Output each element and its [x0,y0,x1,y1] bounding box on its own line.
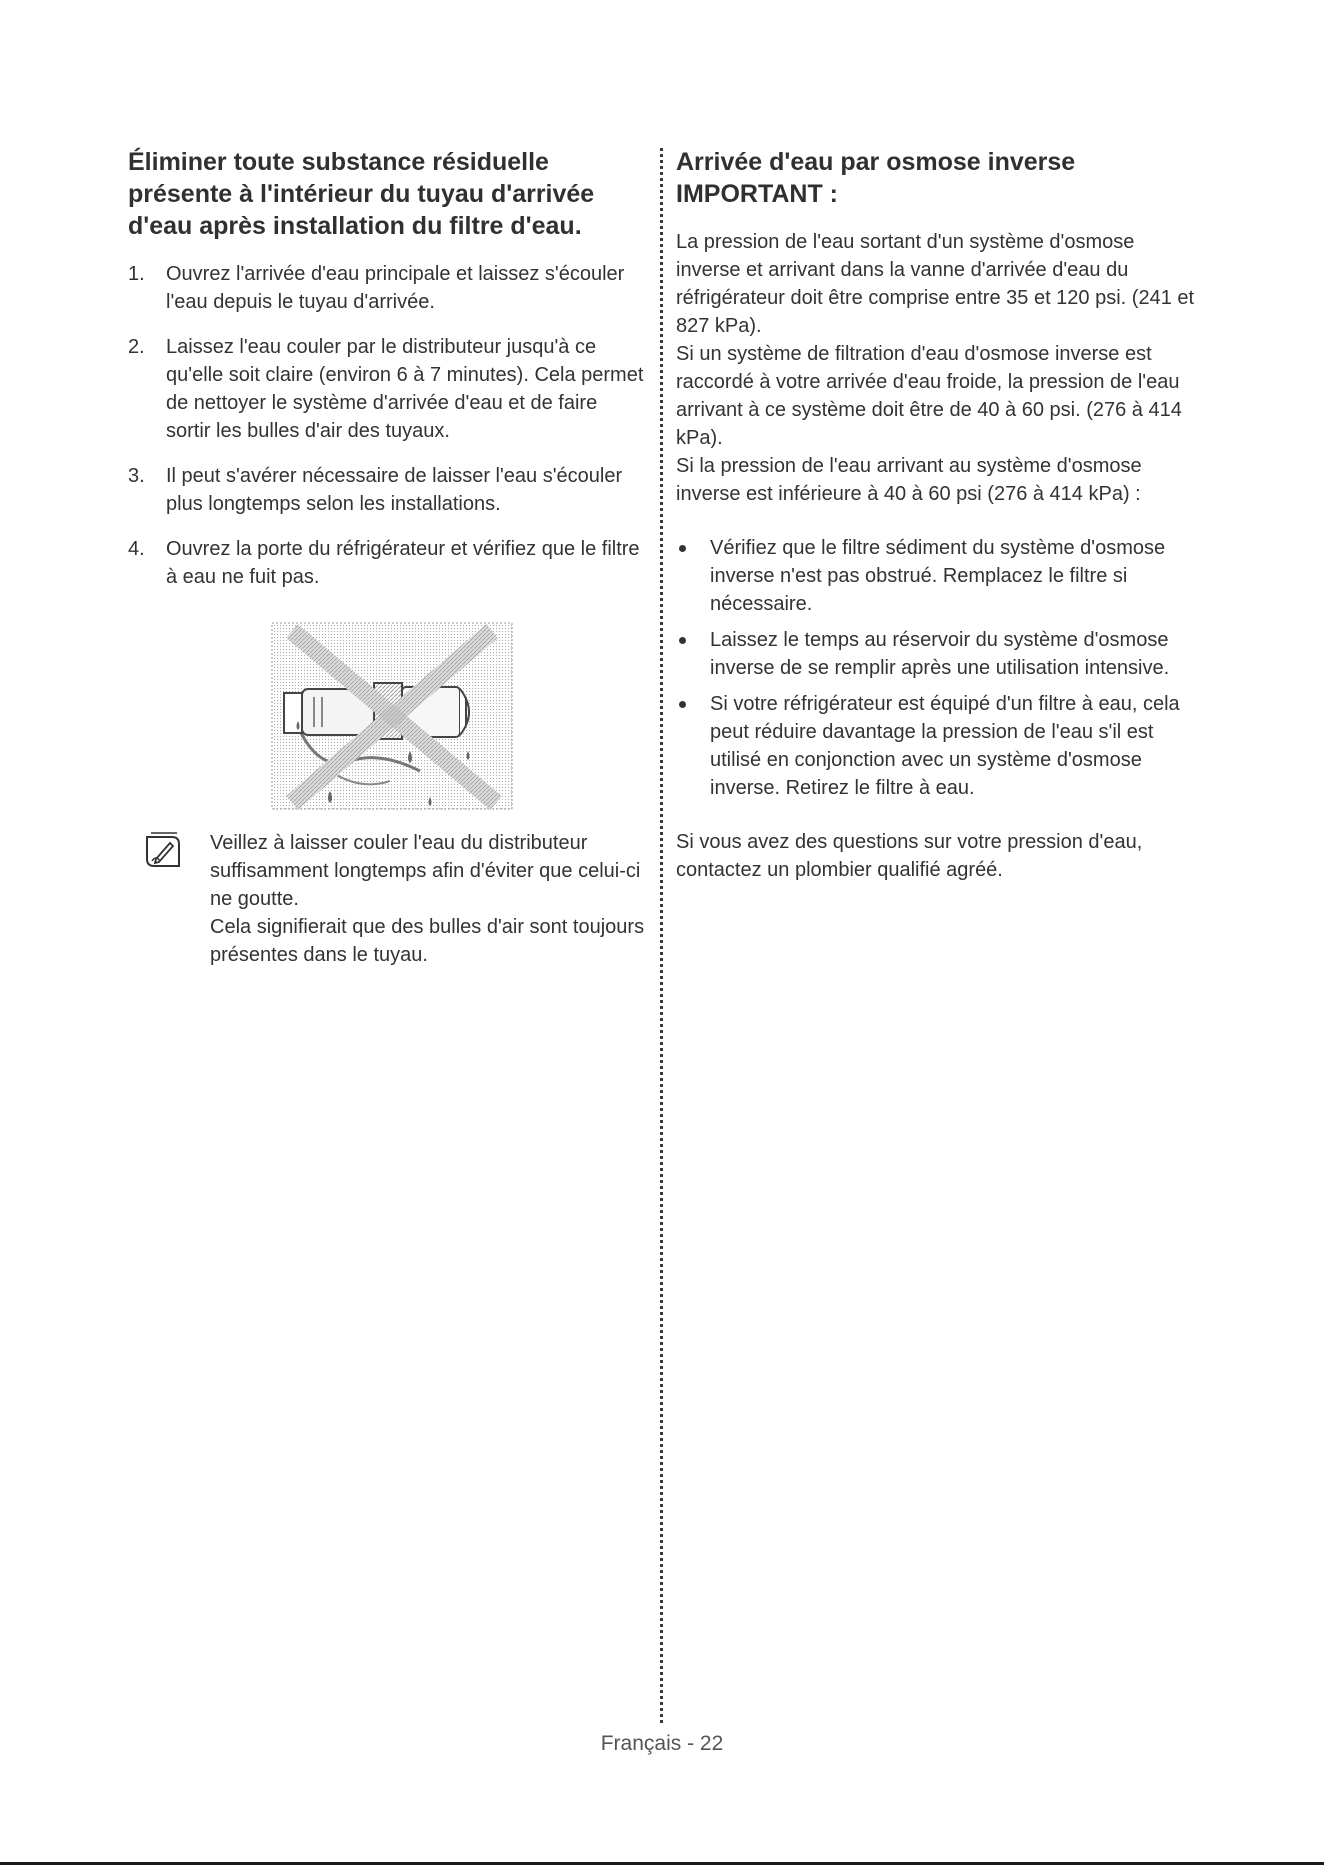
flush-steps-list [128,260,646,591]
left-column [128,146,646,969]
page-footer: Français - 22 [600,1732,724,1755]
step-text: Ouvrez la porte du réfrigérateur et vérifiez que le filtre à eau ne fuit pas. [166,538,640,588]
bullet-icon [679,637,686,644]
list-item [128,535,646,591]
list-item [676,690,1204,802]
important-heading: IMPORTANT : [676,180,839,208]
note-text-2: Cela signifierait que des bulles d'air sont toujours présentes dans le tuyau. [210,916,645,966]
reverse-osmosis-heading: Arrivée d'eau par osmose inverse [676,148,1076,176]
flush-section-heading: Éliminer toute substance résiduelle présente à l'intérieur du tuyau d'arrivée d'eau après installation du filtre d'eau. [128,148,595,240]
step-text: Ouvrez l'arrivée d'eau principale et laissez s'écouler l'eau depuis le tuyau d'arrivée. [166,263,625,313]
step-number: 2. [128,336,145,358]
bullet-text: Laissez le temps au réservoir du système d'osmose inverse de se remplir après une utilisation intensive. [710,629,1170,679]
pressure-paragraph-2: Si un système de filtration d'eau d'osmose inverse est raccordé à votre arrivée d'eau froide, la pression de l'eau arrivant à ce système doit être de 40 à 60 psi. (276 à 414 kPa). [676,343,1182,449]
list-item [676,534,1204,618]
right-column [676,146,1204,884]
closing-paragraph: Si vous avez des questions sur votre pression d'eau, contactez un plombier qualifié agréé. [676,831,1143,881]
bullet-icon [679,545,686,552]
bullet-text: Vérifiez que le filtre sédiment du système d'osmose inverse n'est pas obstrué. Remplacez le filtre si nécessaire. [710,537,1166,615]
page-bottom-rule [0,1862,1324,1865]
column-divider [660,148,663,1723]
step-number: 3. [128,465,145,487]
list-item [128,462,646,518]
step-text: Laissez l'eau couler par le distributeur jusqu'à ce qu'elle soit claire (environ 6 à 7 minutes). Cela permet de nettoyer le système d'arrivée d'eau et de faire sortir les bulles d'air des tuyaux. [166,336,644,442]
ro-bullet-list [676,534,1204,802]
pressure-paragraph-1: La pression de l'eau sortant d'un système d'osmose inverse et arrivant dans la vanne d'arrivée d'eau du réfrigérateur doit être comprise entre 35 et 120 psi. (241 et 827 kPa). [676,231,1195,337]
bullet-icon [679,701,686,708]
pressure-paragraph-3: Si la pression de l'eau arrivant au système d'osmose inverse est inférieure à 40 à 60 psi (276 à 414 kPa) : [676,455,1142,505]
step-number: 4. [128,538,145,560]
bullet-text: Si votre réfrigérateur est équipé d'un filtre à eau, cela peut réduire davantage la pression de l'eau s'il est utilisé en conjonction avec un système d'osmose inverse. Retirez le filtre à eau. [710,693,1180,799]
note [128,829,646,969]
list-item [676,626,1204,682]
note-icon [144,831,182,871]
step-number: 1. [128,263,145,285]
list-item [128,260,646,316]
step-text: Il peut s'avérer nécessaire de laisser l'eau s'écouler plus longtemps selon les installations. [166,465,623,515]
filter-leak-check-illustration [270,621,514,811]
list-item [128,333,646,445]
pressure-paragraphs [676,228,1204,508]
note-text-1: Veillez à laisser couler l'eau du distributeur suffisamment longtemps afin d'éviter que celui-ci ne goutte. [210,832,641,910]
